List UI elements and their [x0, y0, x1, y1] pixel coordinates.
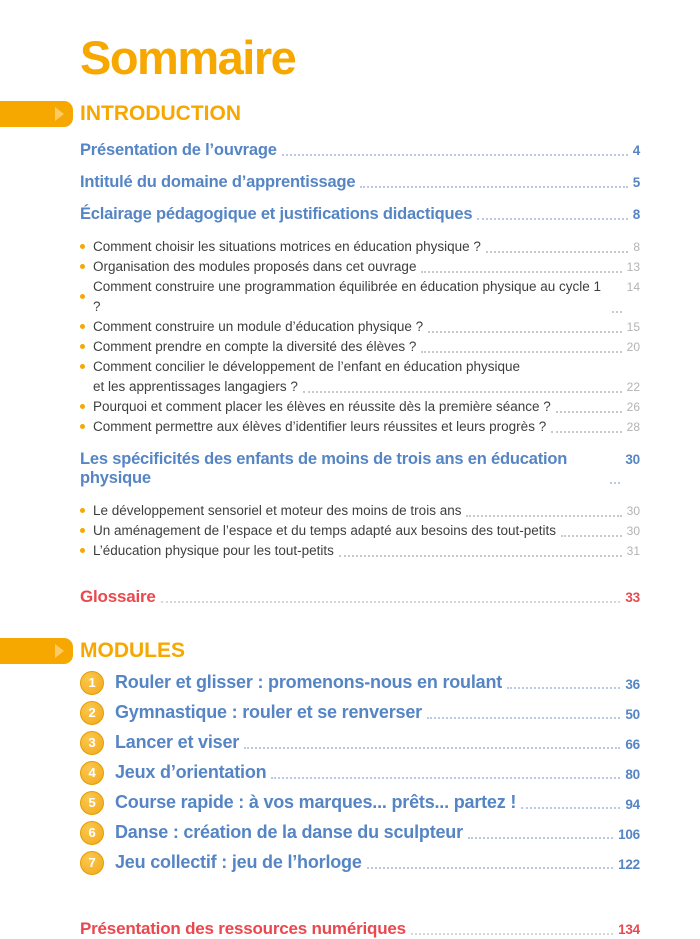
- dotted-leader: [161, 601, 621, 603]
- dotted-leader: [486, 251, 628, 253]
- toc-entry-label: Jeux d’orientation: [115, 762, 267, 783]
- toc-entry-label: Intitulé du domaine d’apprentissage: [80, 172, 356, 191]
- toc-entry-label: Lancer et viser: [115, 732, 240, 753]
- dotted-leader: [360, 186, 627, 188]
- toc-entry-continuation: [80, 377, 640, 397]
- dotted-leader: [551, 431, 621, 433]
- toc-entry-label: Comment permettre aux élèves d’identifier leurs réussites et leurs progrès ?: [93, 418, 547, 434]
- toc-entry-label: Comment choisir les situations motrices en éducation physique ?: [93, 238, 481, 254]
- toc-entry-label: Comment prendre en compte la diversité des élèves ?: [93, 338, 417, 354]
- section-ribbon-arrow-icon: [0, 638, 73, 664]
- dotted-leader: [271, 777, 620, 779]
- toc-entry-label: et les apprentissages langagiers ?: [93, 378, 298, 394]
- toc-entry: [80, 317, 640, 337]
- toc-entry-page: 8: [633, 239, 640, 254]
- toc-entry-page: 5: [632, 174, 640, 190]
- toc-entry: [80, 671, 640, 695]
- toc-entry-page: 22: [626, 379, 640, 394]
- toc-entry-label: Gymnastique : rouler et se renverser: [115, 702, 422, 723]
- toc-entry-page: 80: [625, 766, 640, 782]
- module-number-badge: 1: [80, 671, 104, 695]
- toc-entry: [80, 173, 640, 192]
- toc-entry: [80, 521, 640, 541]
- toc-entry-page: 33: [625, 589, 640, 605]
- dotted-leader: [556, 411, 622, 413]
- dotted-leader: [421, 271, 621, 273]
- toc-entry-label: Comment construire un module d’éducation physique ?: [93, 318, 424, 334]
- bullet-icon: [80, 344, 85, 349]
- toc-entry-label: Jeu collectif : jeu de l’horloge: [115, 852, 362, 873]
- dotted-leader: [421, 351, 621, 353]
- toc-entry-page: 20: [626, 339, 640, 354]
- toc-entry-label: Organisation des modules proposés dans cet ouvrage: [93, 258, 417, 274]
- toc-entry-page: 36: [625, 676, 640, 692]
- bullet-icon: [80, 424, 85, 429]
- dotted-leader: [561, 535, 622, 537]
- toc-entry-page: 94: [625, 796, 640, 812]
- bullet-icon: [80, 404, 85, 409]
- toc-entry: [80, 417, 640, 437]
- page-title: Sommaire: [80, 31, 296, 84]
- toc-entry: [80, 919, 640, 939]
- toc-entry-label: Comment concilier le développement de l’enfant en éducation physique: [93, 358, 521, 374]
- toc-entry: [80, 821, 640, 845]
- toc-entry: [80, 501, 640, 521]
- toc-entry-label: Pourquoi et comment placer les élèves en réussite dès la première séance ?: [93, 398, 551, 414]
- toc-entry-label: L’éducation physique pour les tout-petits: [93, 542, 334, 558]
- toc-entry-page: 50: [625, 706, 640, 722]
- bullet-icon: [80, 508, 85, 513]
- toc-entry-page: 26: [626, 399, 640, 414]
- toc-entry-label: Danse : création de la danse du sculpteur: [115, 822, 463, 843]
- module-number-badge: 5: [80, 791, 104, 815]
- toc-entry: [80, 337, 640, 357]
- toc-entry-page: 30: [626, 503, 640, 518]
- toc-entry: [80, 277, 640, 317]
- toc-entry-label: Comment construire une programmation équilibrée en éducation physique au cycle 1 ?: [93, 278, 602, 314]
- toc-entry-page: 13: [626, 259, 640, 274]
- toc-entry-page: 106: [618, 826, 640, 842]
- toc-entry-page: 15: [626, 319, 640, 334]
- dotted-leader: [507, 687, 620, 689]
- toc-entry: [80, 701, 640, 725]
- bullet-icon: [80, 294, 85, 299]
- toc-entry-page: 8: [632, 206, 640, 222]
- table-of-contents: [80, 100, 640, 939]
- toc-entry: [80, 851, 640, 875]
- section-header-modules: [0, 637, 640, 665]
- section-title: MODULES: [80, 638, 185, 662]
- toc-entry-page: 31: [626, 543, 640, 558]
- dotted-leader: [428, 331, 621, 333]
- toc-entry: [80, 761, 640, 785]
- dotted-leader: [477, 218, 627, 220]
- toc-entry: [80, 587, 640, 607]
- toc-entry-label: Course rapide : à vos marques... prêts... partez !: [115, 792, 517, 813]
- section-ribbon-arrow-icon: [0, 101, 73, 127]
- dotted-leader: [339, 555, 622, 557]
- toc-entry: [80, 731, 640, 755]
- toc-entry: [80, 205, 640, 224]
- dotted-leader: [466, 515, 621, 517]
- toc-entry-label: Rouler et glisser : promenons-nous en roulant: [115, 672, 503, 693]
- toc-entry: [80, 397, 640, 417]
- toc-entry: [80, 237, 640, 257]
- toc-entry-page: 14: [626, 279, 640, 294]
- bullet-icon: [80, 324, 85, 329]
- toc-entry: [80, 141, 640, 160]
- bullet-icon: [80, 244, 85, 249]
- toc-entry-page: 28: [626, 419, 640, 434]
- bullet-icon: [80, 264, 85, 269]
- dotted-leader: [244, 747, 620, 749]
- section-header-introduction: [0, 100, 640, 128]
- dotted-leader: [411, 933, 613, 935]
- module-number-badge: 7: [80, 851, 104, 875]
- toc-entry: [80, 357, 640, 377]
- module-number-badge: 2: [80, 701, 104, 725]
- dotted-leader: [468, 837, 613, 839]
- dotted-leader: [610, 482, 620, 484]
- dotted-leader: [612, 311, 622, 313]
- dotted-leader: [367, 867, 613, 869]
- dotted-leader: [303, 391, 622, 393]
- toc-entry-page: 134: [618, 921, 640, 937]
- toc-entry-label: Présentation des ressources numériques: [80, 918, 406, 938]
- section-title: INTRODUCTION: [80, 101, 241, 125]
- toc-entry-label: Les spécificités des enfants de moins de trois ans en éducation physique: [80, 449, 568, 487]
- toc-entry-label: Éclairage pédagogique et justifications didactiques: [80, 204, 473, 223]
- bullet-icon: [80, 364, 85, 369]
- dotted-leader: [427, 717, 620, 719]
- toc-entry-label: Glossaire: [80, 586, 156, 606]
- bullet-icon: [80, 528, 85, 533]
- toc-entry-label: Un aménagement de l’espace et du temps adapté aux besoins des tout-petits: [93, 522, 557, 538]
- toc-entry-page: 30: [626, 523, 640, 538]
- toc-entry: [80, 257, 640, 277]
- toc-entry-label: Le développement sensoriel et moteur des moins de trois ans: [93, 502, 462, 518]
- module-number-badge: 4: [80, 761, 104, 785]
- bullet-icon: [80, 548, 85, 553]
- toc-entry: [80, 791, 640, 815]
- module-number-badge: 3: [80, 731, 104, 755]
- sommaire-page: [80, 32, 640, 939]
- toc-entry: [80, 450, 640, 488]
- dotted-leader: [282, 154, 628, 156]
- toc-entry-page: 4: [632, 142, 640, 158]
- dotted-leader: [521, 807, 620, 809]
- toc-entry-page: 30: [625, 451, 640, 467]
- toc-entry-page: 66: [625, 736, 640, 752]
- toc-entry-label: Présentation de l’ouvrage: [80, 140, 277, 159]
- toc-entry: [80, 541, 640, 561]
- module-number-badge: 6: [80, 821, 104, 845]
- toc-entry-page: 122: [618, 856, 640, 872]
